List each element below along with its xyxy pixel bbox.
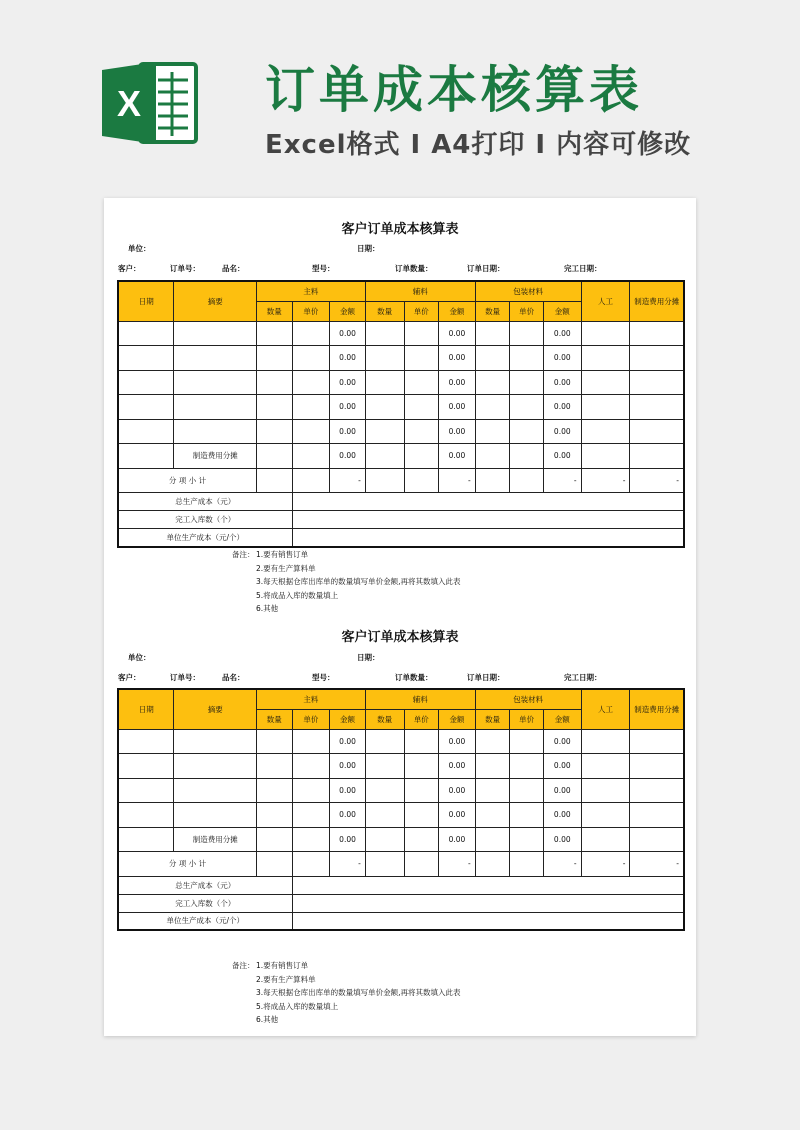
form-title: 客户订单成本核算表 xyxy=(341,630,459,645)
qty-cell xyxy=(365,468,404,493)
amount-cell: 0.00 xyxy=(330,346,366,371)
note-line xyxy=(232,973,461,987)
note-line xyxy=(232,1000,461,1014)
qty-cell[interactable] xyxy=(365,370,404,395)
qty-cell[interactable] xyxy=(256,729,292,754)
subtotal-amount: - xyxy=(543,468,581,493)
price-cell[interactable] xyxy=(404,803,439,828)
qty-cell[interactable] xyxy=(475,444,510,469)
subtotal-overhead: - xyxy=(630,852,684,877)
price-cell[interactable] xyxy=(292,419,330,444)
total-cost-row-label: 总生产成本（元） xyxy=(118,876,292,894)
price-cell xyxy=(510,468,544,493)
price-cell[interactable] xyxy=(510,754,544,779)
subtotal-row xyxy=(118,468,684,493)
notes-label: 备注： xyxy=(232,550,255,559)
summary-cell[interactable] xyxy=(174,803,256,828)
date-label: 日期： xyxy=(357,653,380,662)
notes-1 xyxy=(232,548,461,616)
subtitle-print: A4打印 xyxy=(431,130,526,160)
note-text: 1.要有销售订单 xyxy=(256,550,309,559)
cost-table-2 xyxy=(117,688,685,931)
price-cell xyxy=(510,852,544,877)
qty-cell[interactable] xyxy=(256,370,292,395)
form-title: 客户订单成本核算表 xyxy=(341,222,459,237)
qty-cell xyxy=(475,852,510,877)
table-row xyxy=(118,419,684,444)
amount-cell: 0.00 xyxy=(543,729,581,754)
overhead-row-label: 制造费用分摊 xyxy=(174,444,256,469)
amount-cell: 0.00 xyxy=(543,395,581,420)
amount-cell: 0.00 xyxy=(439,395,476,420)
qty-cell[interactable] xyxy=(365,827,404,852)
qty-cell[interactable] xyxy=(475,395,510,420)
header-summary: 摘要 xyxy=(174,281,256,321)
note-line xyxy=(232,959,461,973)
amount-cell: 0.00 xyxy=(330,729,366,754)
labor-cell[interactable] xyxy=(581,419,630,444)
qty-cell[interactable] xyxy=(256,754,292,779)
note-line xyxy=(232,562,461,576)
table-header-row xyxy=(118,689,684,709)
total-cost-row-value[interactable] xyxy=(292,493,684,511)
customer-label: 客户： xyxy=(118,264,141,273)
amount-cell: 0.00 xyxy=(439,778,476,803)
subtitle-format: Excel格式 xyxy=(265,130,401,160)
qty-cell[interactable] xyxy=(475,346,510,371)
header-qty: 数量 xyxy=(256,301,292,321)
date-cell[interactable] xyxy=(118,395,174,420)
header-qty: 数量 xyxy=(365,301,404,321)
note-text: 6.其他 xyxy=(256,604,279,613)
price-cell[interactable] xyxy=(510,370,544,395)
price-cell[interactable] xyxy=(292,321,330,346)
subtotal-label: 分 项 小 计 xyxy=(118,468,256,493)
total-cost-row xyxy=(118,493,684,511)
subtitle-editable: 内容可修改 xyxy=(556,130,692,160)
amount-cell: 0.00 xyxy=(543,827,581,852)
note-text: 3.每天根据仓库出库单的数量填写单价金额,再将其数填入此表 xyxy=(256,577,461,586)
overhead-cell[interactable] xyxy=(630,370,684,395)
price-cell xyxy=(404,468,439,493)
price-cell[interactable] xyxy=(510,803,544,828)
amount-cell: 0.00 xyxy=(439,321,476,346)
date-cell[interactable] xyxy=(118,778,174,803)
table-row xyxy=(118,395,684,420)
note-text: 1.要有销售订单 xyxy=(256,961,309,970)
amount-cell: 0.00 xyxy=(330,778,366,803)
price-cell[interactable] xyxy=(404,370,439,395)
notes-2 xyxy=(232,959,461,1027)
subtotal-amount: - xyxy=(543,852,581,877)
labor-cell[interactable] xyxy=(581,346,630,371)
unit-cost-row xyxy=(118,529,684,547)
note-line xyxy=(232,1013,461,1027)
unit-cost-row-value[interactable] xyxy=(292,912,684,930)
qty-cell[interactable] xyxy=(475,827,510,852)
cost-table-1 xyxy=(117,280,685,548)
note-text: 5.将成品入库的数量填上 xyxy=(256,1001,339,1011)
qty-cell[interactable] xyxy=(365,346,404,371)
table-row xyxy=(118,803,684,828)
date-label: 日期： xyxy=(357,244,380,253)
price-cell[interactable] xyxy=(510,321,544,346)
total-cost-row-label: 总生产成本（元） xyxy=(118,493,292,511)
unit-label: 单位： xyxy=(128,244,151,253)
header-amount: 金额 xyxy=(439,709,476,729)
header-price: 单价 xyxy=(404,301,439,321)
labor-cell[interactable] xyxy=(581,827,630,852)
summary-cell[interactable] xyxy=(174,754,256,779)
qty-cell[interactable] xyxy=(365,444,404,469)
product-label: 品名： xyxy=(222,264,245,273)
amount-cell: 0.00 xyxy=(330,395,366,420)
header-price: 单价 xyxy=(292,709,330,729)
amount-cell: 0.00 xyxy=(439,346,476,371)
header-amount: 金额 xyxy=(543,709,581,729)
amount-cell: 0.00 xyxy=(330,827,366,852)
qty-cell xyxy=(256,852,292,877)
overhead-cell[interactable] xyxy=(630,827,684,852)
summary-cell[interactable] xyxy=(174,395,256,420)
header-packaging: 包装材料 xyxy=(475,689,581,709)
qty-cell[interactable] xyxy=(365,778,404,803)
subtotal-label: 分 项 小 计 xyxy=(118,852,256,877)
header-qty: 数量 xyxy=(256,709,292,729)
qty-cell[interactable] xyxy=(256,321,292,346)
amount-cell: 0.00 xyxy=(330,444,366,469)
total-cost-row xyxy=(118,876,684,894)
qty-cell[interactable] xyxy=(475,321,510,346)
header-main-material: 主料 xyxy=(256,689,365,709)
amount-cell: 0.00 xyxy=(439,444,476,469)
header-price: 单价 xyxy=(292,301,330,321)
note-text: 6.其他 xyxy=(256,1015,279,1024)
amount-cell: 0.00 xyxy=(543,444,581,469)
summary-cell[interactable] xyxy=(174,346,256,371)
date-cell[interactable] xyxy=(118,346,174,371)
labor-cell[interactable] xyxy=(581,803,630,828)
date-cell[interactable] xyxy=(118,444,174,469)
note-line xyxy=(232,575,461,589)
labor-cell[interactable] xyxy=(581,370,630,395)
header-amount: 金额 xyxy=(543,301,581,321)
amount-cell: 0.00 xyxy=(543,321,581,346)
amount-cell: 0.00 xyxy=(543,754,581,779)
table-row xyxy=(118,444,684,469)
amount-cell: 0.00 xyxy=(543,778,581,803)
model-label: 型号： xyxy=(312,264,335,273)
qty-cell[interactable] xyxy=(365,419,404,444)
price-cell xyxy=(404,852,439,877)
note-text: 2.要有生产算料单 xyxy=(256,974,316,984)
summary-cell[interactable] xyxy=(174,729,256,754)
finished-qty-row xyxy=(118,894,684,912)
table-row xyxy=(118,321,684,346)
price-cell[interactable] xyxy=(510,729,544,754)
summary-cell[interactable] xyxy=(174,321,256,346)
price-cell[interactable] xyxy=(510,346,544,371)
subtotal-amount: - xyxy=(439,468,476,493)
price-cell[interactable] xyxy=(404,346,439,371)
subtotal-amount: - xyxy=(330,468,366,493)
product-label: 品名： xyxy=(222,673,245,682)
price-cell[interactable] xyxy=(404,754,439,779)
header-summary: 摘要 xyxy=(174,689,256,729)
subtotal-labor: - xyxy=(581,852,630,877)
price-cell xyxy=(292,852,330,877)
labor-cell[interactable] xyxy=(581,778,630,803)
labor-cell[interactable] xyxy=(581,754,630,779)
table-header-row xyxy=(118,281,684,301)
price-cell[interactable] xyxy=(404,729,439,754)
amount-cell: 0.00 xyxy=(330,370,366,395)
subtotal-row xyxy=(118,852,684,877)
subtotal-labor: - xyxy=(581,468,630,493)
header-main-material: 主料 xyxy=(256,281,365,301)
header-date: 日期 xyxy=(118,281,174,321)
qty-cell[interactable] xyxy=(475,778,510,803)
price-cell[interactable] xyxy=(510,778,544,803)
amount-cell: 0.00 xyxy=(439,370,476,395)
finish-date-label: 完工日期： xyxy=(564,673,602,682)
price-cell[interactable] xyxy=(292,754,330,779)
order-date-label: 订单日期： xyxy=(467,673,505,682)
customer-label: 客户： xyxy=(118,673,141,682)
price-cell[interactable] xyxy=(292,729,330,754)
note-line xyxy=(232,589,461,603)
qty-cell[interactable] xyxy=(365,395,404,420)
table-row xyxy=(118,827,684,852)
price-cell[interactable] xyxy=(404,419,439,444)
qty-cell[interactable] xyxy=(256,395,292,420)
amount-cell: 0.00 xyxy=(330,754,366,779)
price-cell[interactable] xyxy=(292,370,330,395)
header-qty: 数量 xyxy=(365,709,404,729)
labor-cell[interactable] xyxy=(581,444,630,469)
overhead-cell[interactable] xyxy=(630,395,684,420)
header-qty: 数量 xyxy=(475,709,510,729)
unit-cost-row-value[interactable] xyxy=(292,529,684,547)
table-row xyxy=(118,778,684,803)
finished-qty-row-label: 完工入库数（个） xyxy=(118,894,292,912)
main-title: 订单成本核算表 xyxy=(265,61,643,119)
qty-cell[interactable] xyxy=(475,754,510,779)
price-cell[interactable] xyxy=(292,444,330,469)
amount-cell: 0.00 xyxy=(330,803,366,828)
amount-cell: 0.00 xyxy=(543,370,581,395)
note-text: 3.每天根据仓库出库单的数量填写单价金额,再将其数填入此表 xyxy=(256,988,461,997)
qty-cell xyxy=(475,468,510,493)
header-amount: 金额 xyxy=(330,709,366,729)
price-cell[interactable] xyxy=(510,395,544,420)
overhead-cell[interactable] xyxy=(630,778,684,803)
price-cell[interactable] xyxy=(404,321,439,346)
date-cell[interactable] xyxy=(118,419,174,444)
date-cell[interactable] xyxy=(118,827,174,852)
header-labor: 人工 xyxy=(581,281,630,321)
summary-cell[interactable] xyxy=(174,778,256,803)
sub-title xyxy=(265,124,691,161)
subtitle-separator: I xyxy=(535,130,547,160)
price-cell[interactable] xyxy=(510,419,544,444)
model-label: 型号： xyxy=(312,673,335,682)
notes-label: 备注： xyxy=(232,961,255,970)
amount-cell: 0.00 xyxy=(439,803,476,828)
qty-cell[interactable] xyxy=(475,419,510,444)
note-line xyxy=(232,548,461,562)
amount-cell: 0.00 xyxy=(543,346,581,371)
finished-qty-row-label: 完工入库数（个） xyxy=(118,511,292,529)
qty-cell[interactable] xyxy=(256,803,292,828)
subtotal-overhead: - xyxy=(630,468,684,493)
qty-cell[interactable] xyxy=(365,321,404,346)
qty-cell[interactable] xyxy=(256,827,292,852)
date-cell[interactable] xyxy=(118,370,174,395)
qty-cell[interactable] xyxy=(256,778,292,803)
document-sheet xyxy=(104,198,696,1036)
header-amount: 金额 xyxy=(439,301,476,321)
order-date-label: 订单日期： xyxy=(467,264,505,273)
date-cell[interactable] xyxy=(118,729,174,754)
table-row xyxy=(118,754,684,779)
price-cell[interactable] xyxy=(404,827,439,852)
overhead-cell[interactable] xyxy=(630,321,684,346)
header-price: 单价 xyxy=(510,301,544,321)
qty-cell[interactable] xyxy=(256,346,292,371)
overhead-cell[interactable] xyxy=(630,754,684,779)
qty-cell[interactable] xyxy=(256,444,292,469)
subtitle-separator: I xyxy=(410,130,422,160)
excel-icon xyxy=(100,58,200,148)
date-cell[interactable] xyxy=(118,754,174,779)
order-qty-label: 订单数量： xyxy=(395,673,433,682)
header-labor: 人工 xyxy=(581,689,630,729)
amount-cell: 0.00 xyxy=(330,321,366,346)
date-cell[interactable] xyxy=(118,803,174,828)
finished-qty-row xyxy=(118,511,684,529)
amount-cell: 0.00 xyxy=(543,803,581,828)
date-cell[interactable] xyxy=(118,321,174,346)
note-line xyxy=(232,602,461,616)
note-text: 5.将成品入库的数量填上 xyxy=(256,590,339,600)
header-overhead: 制造费用分摊 xyxy=(630,689,684,729)
header-banner xyxy=(0,0,800,190)
header-date: 日期 xyxy=(118,689,174,729)
price-cell[interactable] xyxy=(292,395,330,420)
table-row xyxy=(118,370,684,395)
price-cell[interactable] xyxy=(404,444,439,469)
labor-cell[interactable] xyxy=(581,729,630,754)
price-cell xyxy=(292,468,330,493)
overhead-cell[interactable] xyxy=(630,444,684,469)
labor-cell[interactable] xyxy=(581,321,630,346)
finish-date-label: 完工日期： xyxy=(564,264,602,273)
amount-cell: 0.00 xyxy=(439,419,476,444)
header-price: 单价 xyxy=(404,709,439,729)
finished-qty-row-value[interactable] xyxy=(292,511,684,529)
qty-cell[interactable] xyxy=(256,419,292,444)
header-amount: 金额 xyxy=(330,301,366,321)
note-line xyxy=(232,986,461,1000)
header-qty: 数量 xyxy=(475,301,510,321)
labor-cell[interactable] xyxy=(581,395,630,420)
header-overhead: 制造费用分摊 xyxy=(630,281,684,321)
qty-cell xyxy=(365,852,404,877)
overhead-row-label: 制造费用分摊 xyxy=(174,827,256,852)
unit-cost-row-label: 单位生产成本（元/个） xyxy=(118,529,292,547)
unit-label: 单位： xyxy=(128,653,151,662)
price-cell[interactable] xyxy=(510,444,544,469)
price-cell[interactable] xyxy=(292,346,330,371)
unit-cost-row xyxy=(118,912,684,930)
price-cell[interactable] xyxy=(292,803,330,828)
overhead-cell[interactable] xyxy=(630,803,684,828)
unit-cost-row-label: 单位生产成本（元/个） xyxy=(118,912,292,930)
header-packaging: 包装材料 xyxy=(475,281,581,301)
subtotal-amount: - xyxy=(439,852,476,877)
price-cell[interactable] xyxy=(292,778,330,803)
subtotal-amount: - xyxy=(330,852,366,877)
amount-cell: 0.00 xyxy=(439,754,476,779)
overhead-cell[interactable] xyxy=(630,346,684,371)
table-row xyxy=(118,346,684,371)
price-cell[interactable] xyxy=(292,827,330,852)
note-text: 2.要有生产算料单 xyxy=(256,563,316,573)
price-cell[interactable] xyxy=(404,778,439,803)
header-aux-material: 辅料 xyxy=(365,281,475,301)
overhead-cell[interactable] xyxy=(630,729,684,754)
header-price: 单价 xyxy=(510,709,544,729)
summary-cell[interactable] xyxy=(174,419,256,444)
amount-cell: 0.00 xyxy=(543,419,581,444)
amount-cell: 0.00 xyxy=(439,827,476,852)
finished-qty-row-value[interactable] xyxy=(292,894,684,912)
qty-cell[interactable] xyxy=(365,729,404,754)
qty-cell[interactable] xyxy=(475,729,510,754)
overhead-cell[interactable] xyxy=(630,419,684,444)
price-cell[interactable] xyxy=(510,827,544,852)
summary-cell[interactable] xyxy=(174,370,256,395)
total-cost-row-value[interactable] xyxy=(292,876,684,894)
amount-cell: 0.00 xyxy=(439,729,476,754)
qty-cell xyxy=(256,468,292,493)
header-aux-material: 辅料 xyxy=(365,689,475,709)
order-no-label: 订单号： xyxy=(170,673,200,682)
qty-cell[interactable] xyxy=(365,803,404,828)
qty-cell[interactable] xyxy=(365,754,404,779)
price-cell[interactable] xyxy=(404,395,439,420)
table-row xyxy=(118,729,684,754)
order-qty-label: 订单数量： xyxy=(395,264,433,273)
qty-cell[interactable] xyxy=(475,803,510,828)
qty-cell[interactable] xyxy=(475,370,510,395)
excel-icon-letter: X xyxy=(116,83,142,124)
amount-cell: 0.00 xyxy=(330,419,366,444)
order-no-label: 订单号： xyxy=(170,264,200,273)
